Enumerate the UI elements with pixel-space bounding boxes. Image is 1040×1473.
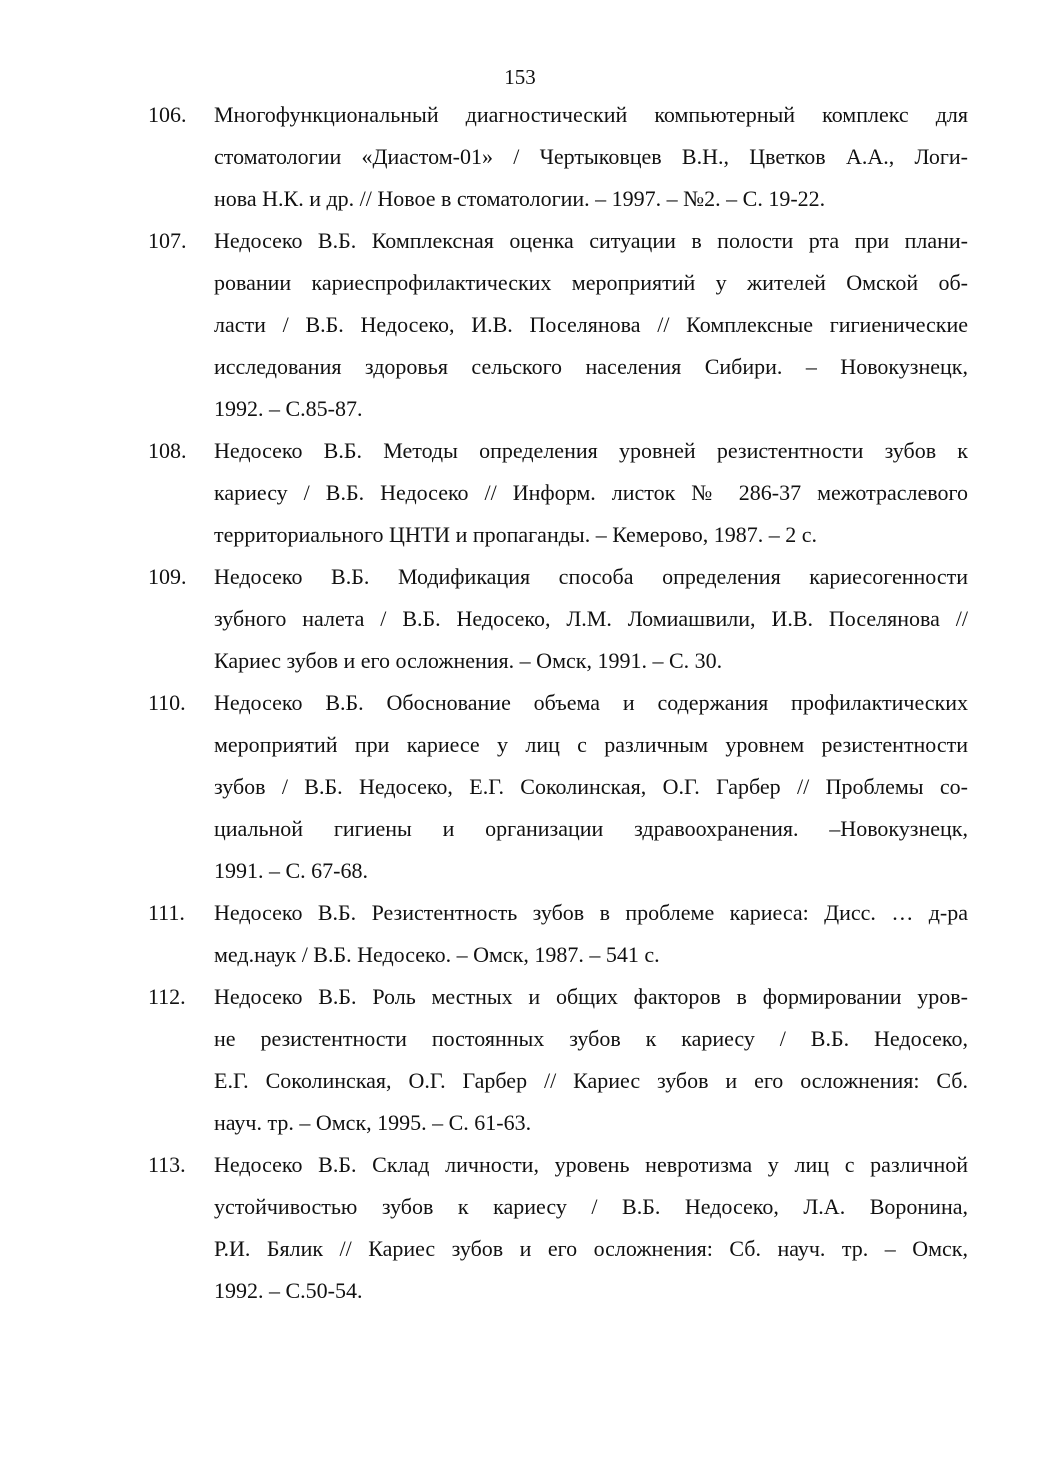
reference-text-line: мед.наук / В.Б. Недосеко. – Омск, 1987. – 541 с. — [214, 942, 660, 967]
reference-text-line: Е.Г. Соколинская, О.Г. Гарбер // Кариес зубов и его осложнения: Сб. — [214, 1068, 968, 1093]
reference-text-line: Недосеко В.Б. Роль местных и общих факторов в формировании уров- — [214, 984, 968, 1009]
reference-text-line: зубного налета / В.Б. Недосеко, Л.М. Ломиашвили, И.В. Поселянова // — [214, 606, 968, 631]
page-number: 153 — [504, 65, 536, 89]
reference-text-line: Р.И. Бялик // Кариес зубов и его осложнения: Сб. науч. тр. – Омск, — [214, 1236, 968, 1261]
reference-text-line: Недосеко В.Б. Резистентность зубов в проблеме кариеса: Дисс. … д-ра — [214, 900, 968, 925]
reference-number: 112. — [148, 984, 186, 1009]
reference-number: 110. — [148, 690, 186, 715]
reference-text-line: науч. тр. – Омск, 1995. – С. 61-63. — [214, 1110, 532, 1135]
reference-item — [148, 1144, 968, 1312]
reference-text-line: Недосеко В.Б. Обоснование объема и содержания профилактических — [214, 690, 968, 715]
reference-text-line: территориального ЦНТИ и пропаганды. – Кемерово, 1987. – 2 с. — [214, 522, 817, 547]
reference-item — [148, 220, 968, 430]
reference-item — [148, 430, 968, 556]
reference-text-line: 1992. – С.50-54. — [214, 1278, 363, 1303]
reference-item — [148, 556, 968, 682]
reference-text-line: Недосеко В.Б. Методы определения уровней резистентности зубов к — [214, 438, 968, 463]
reference-number: 107. — [148, 228, 187, 253]
reference-text-line: зубов / В.Б. Недосеко, Е.Г. Соколинская, О.Г. Гарбер // Проблемы со- — [214, 774, 968, 799]
reference-text-line: устойчивостью зубов к кариесу / В.Б. Недосеко, Л.А. Воронина, — [214, 1194, 968, 1219]
reference-text-line: ласти / В.Б. Недосеко, И.В. Поселянова // Комплексные гигиенические — [214, 312, 968, 337]
reference-text-line: Недосеко В.Б. Склад личности, уровень невротизма у лиц с различной — [214, 1152, 968, 1177]
reference-text-line: 1991. – С. 67-68. — [214, 858, 368, 883]
reference-number: 109. — [148, 564, 187, 589]
reference-text-line: циальной гигиены и организации здравоохранения. –Новокузнецк, — [214, 816, 968, 841]
reference-text-line: стоматологии «Диастом-01» / Чертыковцев В.Н., Цветков А.А., Логи- — [214, 144, 968, 169]
reference-text-line: ровании кариеспрофилактических мероприятий у жителей Омской об- — [214, 270, 968, 295]
reference-item — [148, 892, 968, 976]
reference-text-line: нова Н.К. и др. // Новое в стоматологии. – 1997. – №2. – С. 19-22. — [214, 186, 826, 211]
reference-text-line: мероприятий при кариесе у лиц с различным уровнем резистентности — [214, 732, 968, 757]
reference-text-line: Недосеко В.Б. Модификация способа определения кариесогенности — [214, 564, 968, 589]
reference-number: 111. — [148, 900, 185, 925]
reference-number: 108. — [148, 438, 187, 463]
reference-list — [148, 94, 968, 1312]
reference-text-line: Недосеко В.Б. Комплексная оценка ситуации в полости рта при плани- — [214, 228, 968, 253]
reference-number: 106. — [148, 102, 187, 127]
reference-item — [148, 976, 968, 1144]
reference-item — [148, 94, 968, 220]
reference-text-line: кариесу / В.Б. Недосеко // Информ. листок № 286-37 межотраслевого — [214, 480, 968, 505]
reference-text-line: Кариес зубов и его осложнения. – Омск, 1991. – С. 30. — [214, 648, 723, 673]
reference-item — [148, 682, 968, 892]
reference-number: 113. — [148, 1152, 186, 1177]
reference-text-line: исследования здоровья сельского населения Сибири. – Новокузнецк, — [214, 354, 968, 379]
reference-text-line: 1992. – С.85-87. — [214, 396, 363, 421]
reference-text-line: Многофункциональный диагностический компьютерный комплекс для — [214, 102, 968, 127]
reference-text-line: не резистентности постоянных зубов к кариесу / В.Б. Недосеко, — [214, 1026, 968, 1051]
